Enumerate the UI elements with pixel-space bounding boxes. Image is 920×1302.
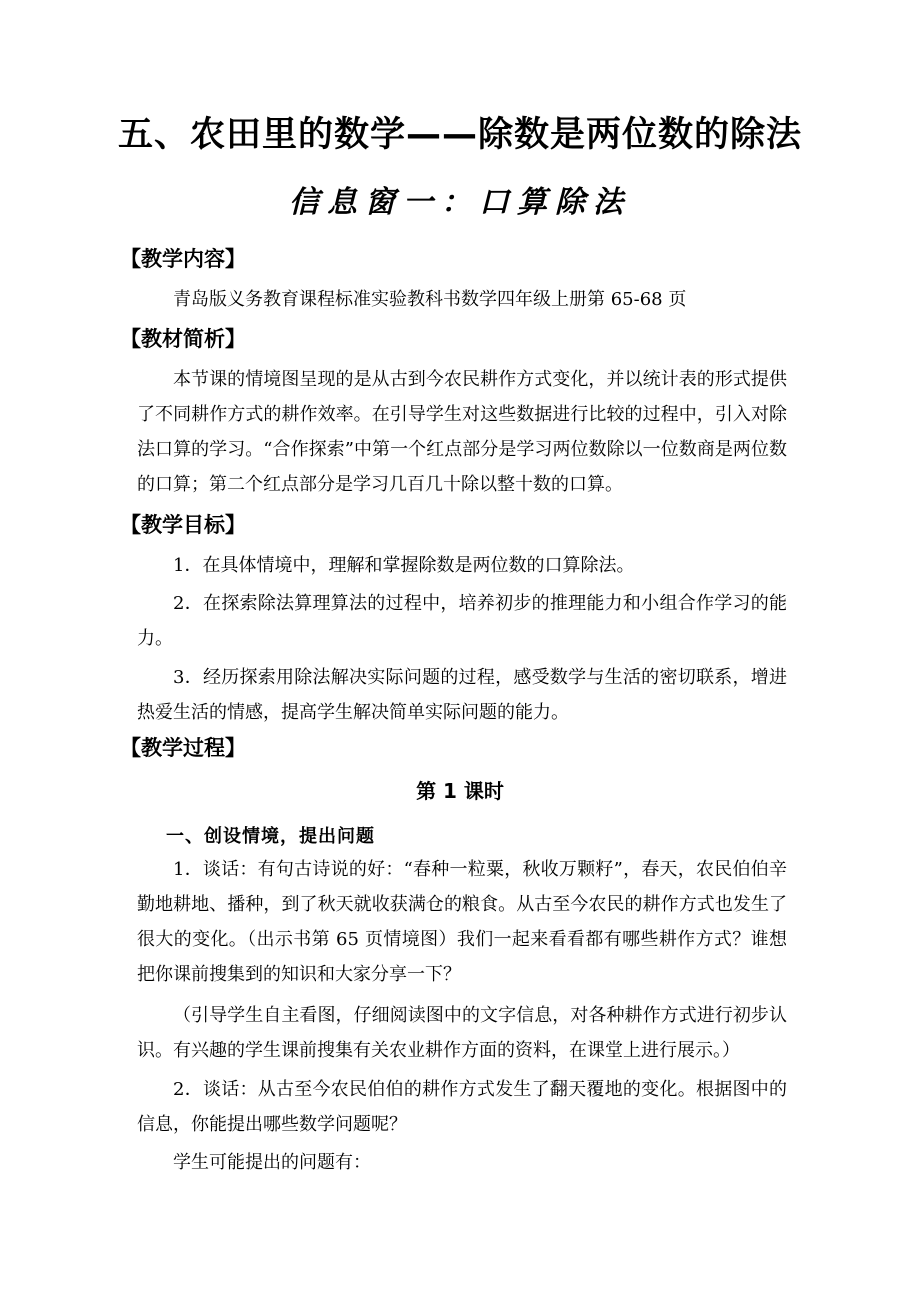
section-heading-goals: 【教学目标】: [120, 513, 246, 537]
section-heading-analysis: 【教材简析】: [120, 327, 246, 351]
section-heading-content: 【教学内容】: [120, 247, 246, 271]
goal-item: 2．在探索除法算理算法的过程中，培养初步的推理能力和小组合作学习的能力。: [137, 593, 787, 649]
process-paragraph: （引导学生自主看图，仔细阅读图中的文字信息，对各种耕作方式进行初步认识。有兴趣的学生课前搜集有关农业耕作方面的资料，在课堂上进行展示。）: [137, 1005, 787, 1061]
step-title: 一、创设情境，提出问题: [166, 826, 375, 847]
process-paragraph: 1．谈话：有句古诗说的好：“春种一粒粟，秋收万颗籽”，春天，农民伯伯辛勤地耕地、播种，到了秋天就收获满仓的粮食。从古至今农民的耕作方式也发生了很大的变化。（出示书第 65 页情境图）我们一起来看看都有哪些耕作方式？谁想把你课前搜集到的知识和大家分享一下？: [137, 859, 787, 985]
goal-item: 1．在具体情境中，理解和掌握除数是两位数的口算除法。: [173, 555, 635, 576]
process-paragraph: 2．谈话：从古至今农民伯伯的耕作方式发生了翻天覆地的变化。根据图中的信息，你能提出哪些数学问题呢？: [137, 1079, 787, 1135]
section-heading-process: 【教学过程】: [120, 736, 246, 760]
lesson-title: 第 1 课时: [416, 779, 504, 803]
goal-item: 3．经历探索用除法解决实际问题的过程，感受数学与生活的密切联系，增进热爱生活的情感，提高学生解决简单实际问题的能力。: [137, 667, 787, 723]
page-subtitle: 信息窗一：口算除法: [289, 185, 631, 220]
analysis-text: 本节课的情境图呈现的是从古到今农民耕作方式变化，并以统计表的形式提供了不同耕作方式的耕作效率。在引导学生对这些数据进行比较的过程中，引入对除法口算的学习。“合作探索”中第一个红点部分是学习两位数除以一位数商是两位数的口算；第二个红点部分是学习几百几十除以整十数的口算。: [137, 369, 787, 495]
process-paragraph: 学生可能提出的问题有：: [173, 1152, 371, 1173]
content-text: 青岛版义务教育课程标准实验教科书数学四年级上册第 65-68 页: [173, 289, 687, 310]
page-title: 五、农田里的数学——除数是两位数的除法: [117, 115, 802, 155]
